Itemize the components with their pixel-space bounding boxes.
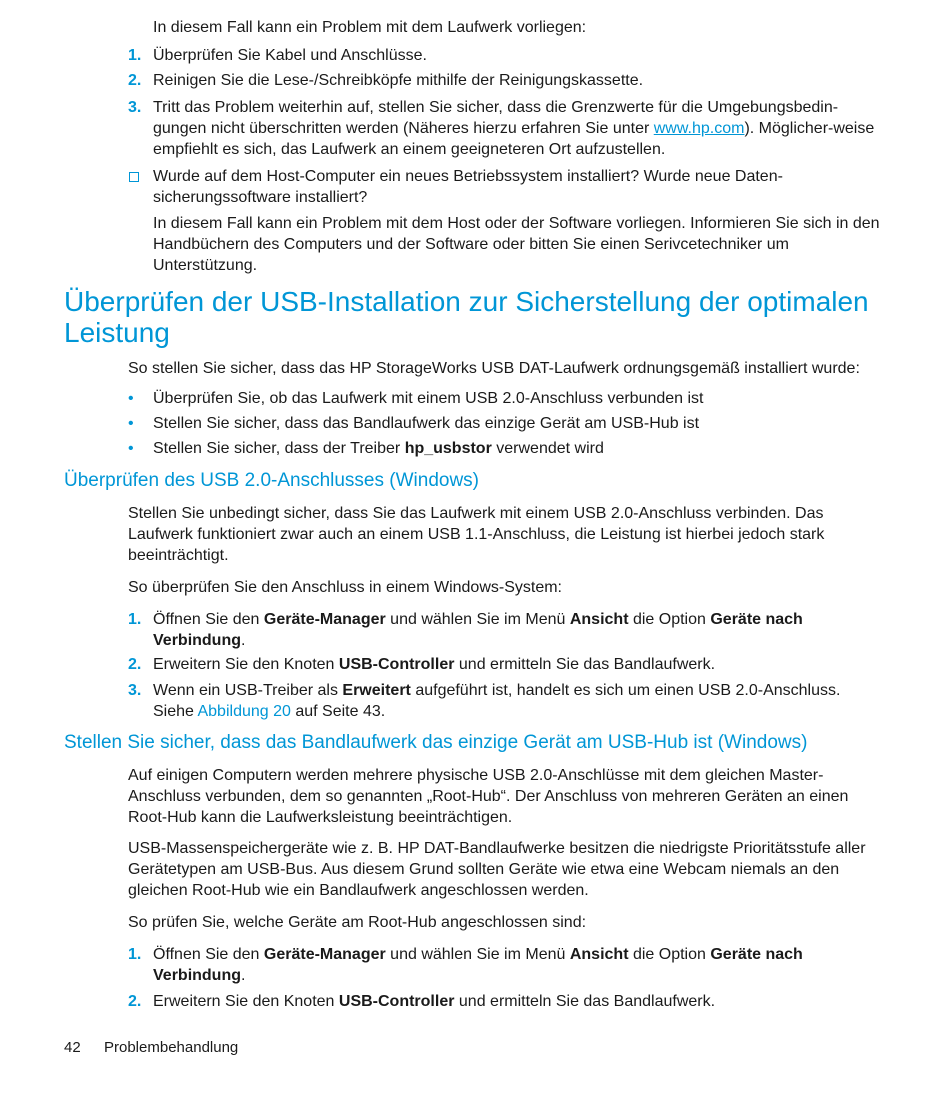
hub-step-2: Erweitern Sie den Knoten USB-Controller und ermitteln Sie das Bandlaufwerk. bbox=[153, 993, 716, 1010]
intro-paragraph: In diesem Fall kann ein Problem mit dem Laufwerk vorliegen: bbox=[153, 19, 587, 36]
step-number: 3. bbox=[128, 99, 142, 116]
usb-step-1: Öffnen Sie den Geräte-Manager und wählen Sie im Menü Ansicht die Option Geräte nach Verbindung. bbox=[153, 611, 803, 649]
step-number: 1. bbox=[128, 47, 142, 64]
section-heading-usb-installation: Überprüfen der USB-Installation zur Sicherstellung der optimalen Leistung bbox=[64, 286, 869, 348]
bullet-item-1: Überprüfen Sie, ob das Laufwerk mit einem USB 2.0-Anschluss verbunden ist bbox=[153, 390, 704, 407]
page-number: 42 bbox=[64, 1039, 81, 1056]
step-number: 3. bbox=[128, 682, 142, 699]
chapter-title: Problembehandlung bbox=[104, 1039, 239, 1056]
step-number: 2. bbox=[128, 993, 142, 1010]
step-number: 2. bbox=[128, 72, 142, 89]
usb-step-2: Erweitern Sie den Knoten USB-Controller und ermitteln Sie das Bandlaufwerk. bbox=[153, 656, 716, 673]
bullet-item-3: Stellen Sie sicher, dass der Treiber hp_usbstor verwendet wird bbox=[153, 440, 604, 457]
drive-step-2: Reinigen Sie die Lese-/Schreibköpfe mithilfe der Reinigungskassette. bbox=[153, 72, 644, 89]
section-heading-only-device-on-hub: Stellen Sie sicher, dass das Bandlaufwerk das einzige Gerät am USB-Hub ist (Windows) bbox=[64, 732, 808, 753]
figure-20-link[interactable]: Abbildung 20 bbox=[197, 703, 291, 720]
section3-paragraph-2: USB-Massenspeichergeräte wie z. B. HP DAT-Bandlaufwerke besitzen die niedrigste Prioritätsstufe aller Gerätetypen am USB-Bus. Aus diesem Grund sollten Geräte wie etwa eine Webcam niemals an den gleichen Root-Hub wie ein Bandlaufwerk angeschlossen werden. bbox=[128, 840, 866, 899]
bullet-icon: • bbox=[128, 440, 134, 457]
usb-step-3: Wenn ein USB-Treiber als Erweitert aufgeführt ist, handelt es sich um einen USB 2.0-Anschluss. Siehe Abbildung 20 auf Seite 43. bbox=[153, 682, 841, 720]
step-number: 2. bbox=[128, 656, 142, 673]
drive-step-3: Tritt das Problem weiterhin auf, stellen Sie sicher, dass die Grenzwerte für die Umgebungsbedin-gungen nicht überschritten werden (Näheres hierzu erfahren Sie unter www.hp.com). Möglicher-weise empfiehlt es sich, das Laufwerk an einem geeigneteren Ort aufzustellen. bbox=[153, 99, 875, 158]
section-heading-usb2-port: Überprüfen des USB 2.0-Anschlusses (Windows) bbox=[64, 470, 480, 491]
page-footer bbox=[64, 1038, 238, 1058]
host-paragraph: In diesem Fall kann ein Problem mit dem Host oder der Software vorliegen. Informieren Sie sich in den Handbüchern des Computers und der Software oder bitten Sie einen Serivcetechniker um Unterstützung. bbox=[153, 215, 880, 274]
step-number: 1. bbox=[128, 946, 142, 963]
drive-step-1: Überprüfen Sie Kabel und Anschlüsse. bbox=[153, 47, 427, 64]
section3-paragraph-3: So prüfen Sie, welche Geräte am Root-Hub angeschlossen sind: bbox=[128, 914, 587, 931]
hub-step-1: Öffnen Sie den Geräte-Manager und wählen Sie im Menü Ansicht die Option Geräte nach Verbindung. bbox=[153, 946, 803, 984]
bullet-item-2: Stellen Sie sicher, dass das Bandlaufwerk das einzige Gerät am USB-Hub ist bbox=[153, 415, 700, 432]
checkbox-icon bbox=[129, 172, 139, 182]
section2-paragraph-1: Stellen Sie unbedingt sicher, dass Sie das Laufwerk mit einem USB 2.0-Anschluss verbinden. Das Laufwerk funktioniert zwar auch an einem USB 1.1-Anschluss, die Leistung ist hierbei jedoch stark beeinträchtigt. bbox=[128, 505, 825, 564]
section2-paragraph-2: So überprüfen Sie den Anschluss in einem Windows-System: bbox=[128, 579, 562, 596]
section3-paragraph-1: Auf einigen Computern werden mehrere physische USB 2.0-Anschlüsse mit dem gleichen Master-Anschluss verbunden, dem so genannten „Root-Hub“. Der Anschluss von mehreren Geräten an einen Root-Hub kann die Laufwerksleistung beeinträchtigen. bbox=[128, 767, 849, 826]
bullet-icon: • bbox=[128, 390, 134, 407]
checklist-item: Wurde auf dem Host-Computer ein neues Betriebssystem installiert? Wurde neue Daten-sicherungssoftware installiert? bbox=[153, 168, 783, 206]
section1-intro: So stellen Sie sicher, dass das HP StorageWorks USB DAT-Laufwerk ordnungsgemäß installiert wurde: bbox=[128, 360, 860, 377]
step-number: 1. bbox=[128, 611, 142, 628]
bullet-icon: • bbox=[128, 415, 134, 432]
hp-website-link[interactable]: www.hp.com bbox=[653, 120, 745, 137]
